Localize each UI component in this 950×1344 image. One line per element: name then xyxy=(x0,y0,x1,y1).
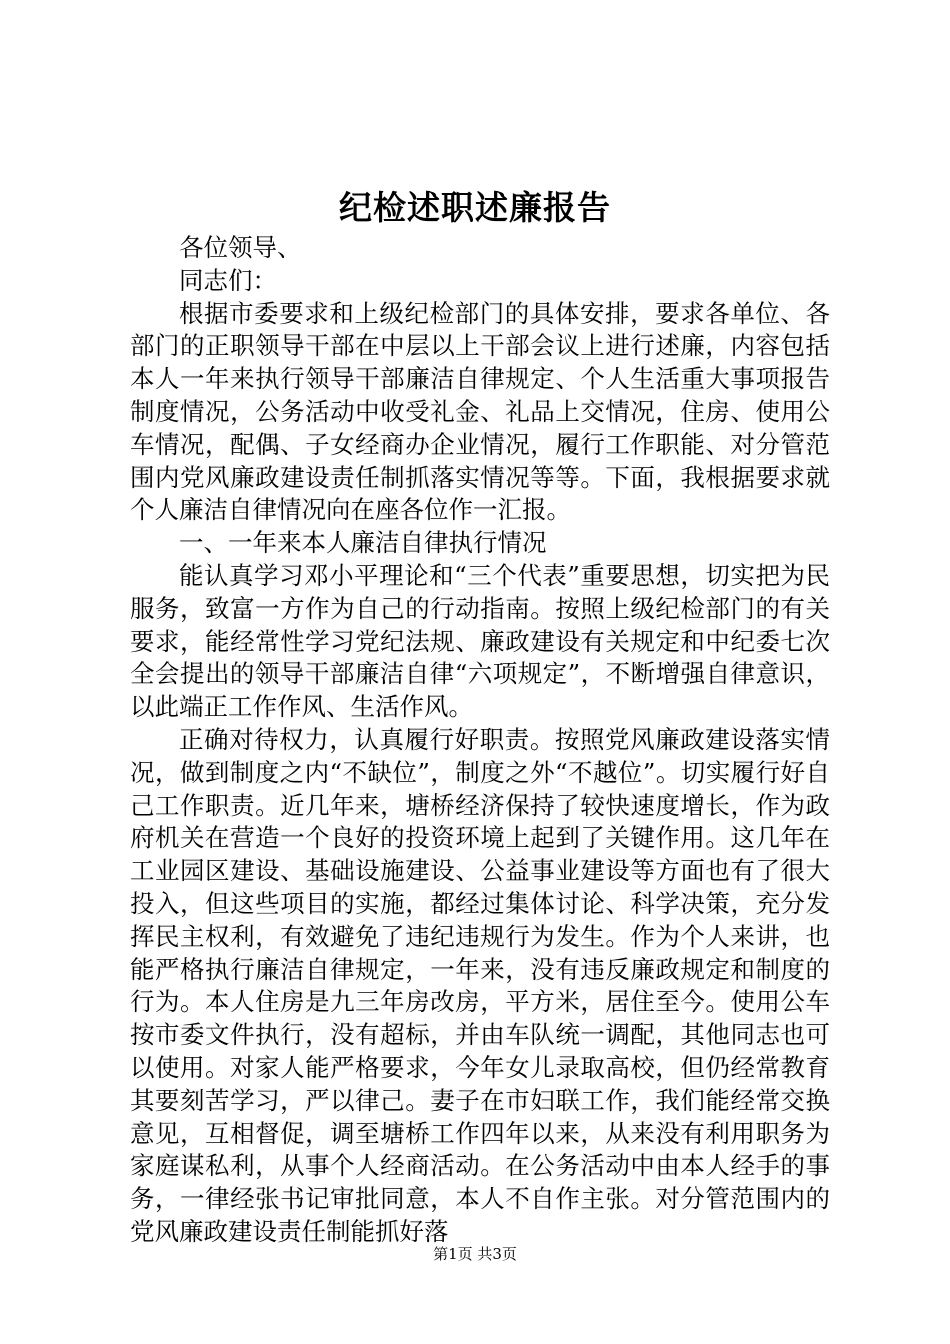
body-paragraph: 正确对待权力，认真履行好职责。按照党风廉政建设落实情况，做到制度之内“不缺位”，制度之外“不越位”。切实履行好自己工作职责。近几年来，塘桥经济保持了较快速度增长，作为政府机关在营造一个良好的投资环境上起到了关键作用。这几年在工业园区建设、基础设施建设、公益事业建设等方面也有了很大投入，但这些项目的实施，都经过集体讨论、科学决策，充分发挥民主权利，有效避免了违纪违规行为发生。作为个人来讲，也能严格执行廉洁自律规定，一年来，没有违反廉政规定和制度的行为。本人住房是九三年房改房，平方米，居住至今。使用公车按市委文件执行，没有超标，并由车队统一调配，其他同志也可以使用。对家人能严格要求，今年女儿录取高校，但仍经常教育其要刻苦学习，严以律己。妻子在市妇联工作，我们能经常交换意见，互相督促，调至塘桥工作四年以来，从来没有利用职务为家庭谋私利，从事个人经商活动。在公务活动中由本人经手的事务，一律经张书记审批同意，本人不自作主张。对分管范围内的党风廉政建设责任制能抓好落 xyxy=(130,724,830,1246)
salutation-line-1: 各位领导、 xyxy=(179,233,302,262)
section-heading: 一、一年来本人廉洁自律执行情况 xyxy=(179,528,547,558)
document-title: 纪检述职述廉报告 xyxy=(339,188,611,227)
body-paragraph: 能认真学习邓小平理论和“三个代表”重要思想，切实把为民服务，致富一方作为自己的行动指南。按照上级纪检部门的有关要求，能经常性学习党纪法规、廉政建设有关规定和中纪委七次全会提出的领导干部廉洁自律“六项规定”，不断增强自律意识，以此端正工作作风、生活作风。 xyxy=(130,560,830,722)
page-footer: 第1页 共3页 xyxy=(433,1245,517,1263)
document-body xyxy=(130,232,830,1249)
intro-paragraph: 根据市委要求和上级纪检部门的具体安排，要求各单位、各部门的正职领导干部在中层以上干部会议上进行述廉，内容包括本人一年来执行领导干部廉洁自律规定、个人生活重大事项报告制度情况，公务活动中收受礼金、礼品上交情况，住房、使用公车情况，配偶、子女经商办企业情况，履行工作职能、对分管范围内党风廉政建设责任制抓落实情况等等。下面，我根据要求就个人廉洁自律情况向在座各位作一汇报。 xyxy=(130,298,830,525)
salutation-line-2: 同志们： xyxy=(179,265,277,295)
